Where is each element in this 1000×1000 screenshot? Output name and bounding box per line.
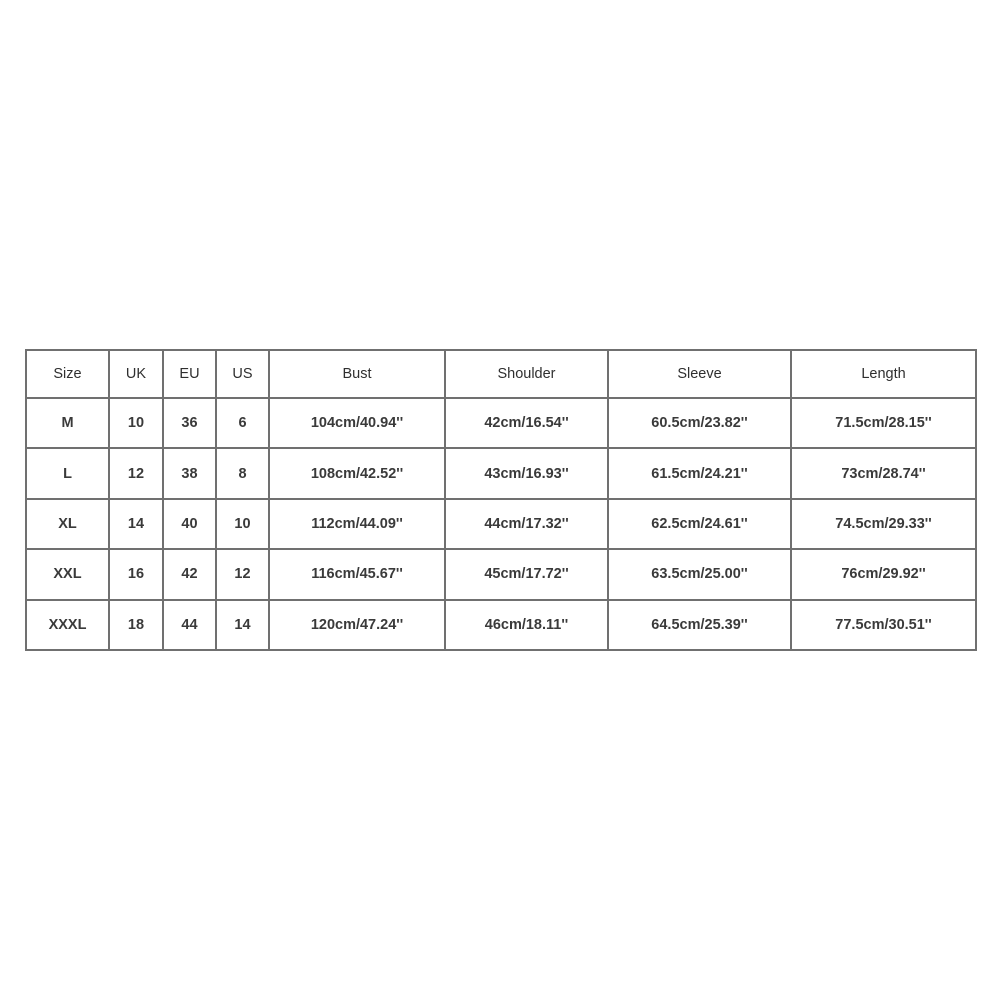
header-us: US <box>216 350 269 398</box>
cell-sleeve: 63.5cm/25.00'' <box>608 549 791 599</box>
cell-eu: 38 <box>163 448 216 498</box>
cell-bust: 104cm/40.94'' <box>269 398 445 448</box>
cell-sleeve: 64.5cm/25.39'' <box>608 600 791 650</box>
header-size: Size <box>26 350 109 398</box>
cell-us: 6 <box>216 398 269 448</box>
table-row <box>26 600 976 650</box>
header-shoulder: Shoulder <box>445 350 608 398</box>
table-row <box>26 549 976 599</box>
cell-size: XXL <box>26 549 109 599</box>
cell-length: 77.5cm/30.51'' <box>791 600 976 650</box>
cell-uk: 12 <box>109 448 163 498</box>
table-header-row <box>26 350 976 398</box>
cell-us: 10 <box>216 499 269 549</box>
cell-sleeve: 61.5cm/24.21'' <box>608 448 791 498</box>
cell-shoulder: 45cm/17.72'' <box>445 549 608 599</box>
cell-uk: 16 <box>109 549 163 599</box>
header-sleeve: Sleeve <box>608 350 791 398</box>
table-row <box>26 398 976 448</box>
cell-us: 8 <box>216 448 269 498</box>
cell-size: XL <box>26 499 109 549</box>
cell-length: 73cm/28.74'' <box>791 448 976 498</box>
table-row <box>26 499 976 549</box>
cell-sleeve: 60.5cm/23.82'' <box>608 398 791 448</box>
cell-size: L <box>26 448 109 498</box>
cell-length: 76cm/29.92'' <box>791 549 976 599</box>
cell-bust: 112cm/44.09'' <box>269 499 445 549</box>
table-row <box>26 448 976 498</box>
cell-us: 12 <box>216 549 269 599</box>
header-bust: Bust <box>269 350 445 398</box>
cell-bust: 116cm/45.67'' <box>269 549 445 599</box>
cell-bust: 120cm/47.24'' <box>269 600 445 650</box>
cell-eu: 44 <box>163 600 216 650</box>
cell-shoulder: 43cm/16.93'' <box>445 448 608 498</box>
cell-eu: 42 <box>163 549 216 599</box>
header-length: Length <box>791 350 976 398</box>
cell-length: 71.5cm/28.15'' <box>791 398 976 448</box>
cell-sleeve: 62.5cm/24.61'' <box>608 499 791 549</box>
cell-uk: 14 <box>109 499 163 549</box>
cell-us: 14 <box>216 600 269 650</box>
cell-shoulder: 46cm/18.11'' <box>445 600 608 650</box>
size-chart-table <box>25 349 977 651</box>
header-eu: EU <box>163 350 216 398</box>
cell-eu: 36 <box>163 398 216 448</box>
cell-shoulder: 42cm/16.54'' <box>445 398 608 448</box>
cell-uk: 18 <box>109 600 163 650</box>
header-uk: UK <box>109 350 163 398</box>
cell-size: M <box>26 398 109 448</box>
cell-shoulder: 44cm/17.32'' <box>445 499 608 549</box>
cell-bust: 108cm/42.52'' <box>269 448 445 498</box>
cell-eu: 40 <box>163 499 216 549</box>
cell-length: 74.5cm/29.33'' <box>791 499 976 549</box>
cell-size: XXXL <box>26 600 109 650</box>
cell-uk: 10 <box>109 398 163 448</box>
